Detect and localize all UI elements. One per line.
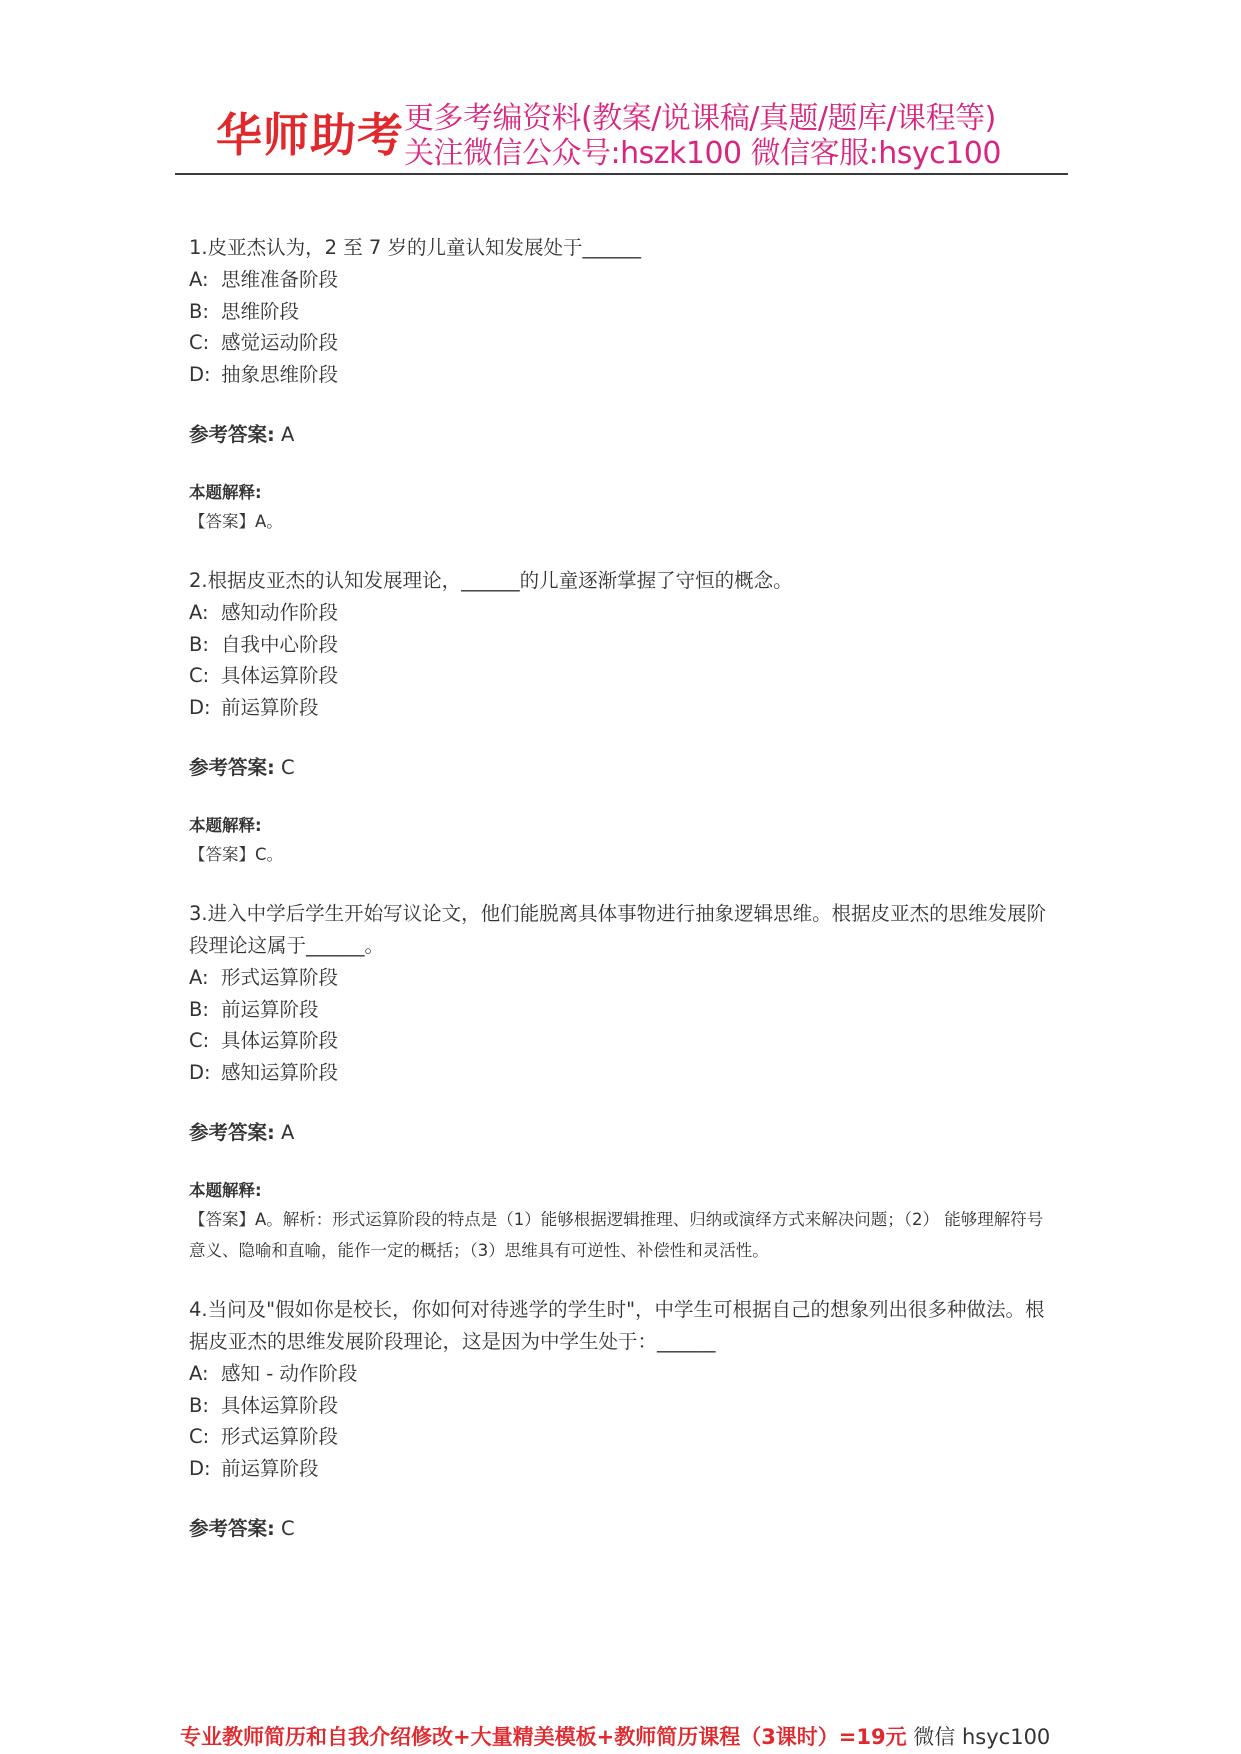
question-text: 1.皮亚杰认为，2 至 7 岁的儿童认知发展处于______ <box>189 236 642 259</box>
wechat-contact: 微信 hsyc100 <box>913 1725 1051 1749</box>
option-b: B: 具体运算阶段 <box>189 1393 339 1417</box>
header-banner <box>178 95 1078 175</box>
footer-promo <box>180 1723 1050 1751</box>
option-d: D: 抽象思维阶段 <box>189 362 339 386</box>
header-divider <box>175 173 1068 175</box>
question-4 <box>189 1294 1049 1544</box>
tagline-line-2: 关注微信公众号:hszk100 微信客服:hsyc100 <box>404 136 1001 171</box>
option-b: B: 思维阶段 <box>189 299 300 323</box>
question-list <box>189 232 1049 1544</box>
answer-value: A <box>281 1121 295 1144</box>
option-b: B: 前运算阶段 <box>189 997 319 1021</box>
explain-title: 本题解释: <box>189 816 262 835</box>
question-text: 4.当问及"假如你是校长，你如何对待逃学的学生时"，中学生可根据自己的想象列出很多种做法。根据皮亚杰的思维发展阶段理论，这是因为中学生处于：______ <box>189 1298 1045 1353</box>
header-tagline <box>404 101 1001 171</box>
option-a: A: 形式运算阶段 <box>189 966 339 989</box>
explain-title: 本题解释: <box>189 1181 262 1200</box>
question-text: 3.进入中学后学生开始写议论文，他们能脱离具体事物进行抽象逻辑思维。根据皮亚杰的思维发展阶段理论这属于______。 <box>189 902 1047 957</box>
answer-line: 参考答案: A <box>189 423 295 446</box>
tagline-line-1: 更多考编资料(教案/说课稿/真题/题库/课程等) <box>404 101 996 136</box>
option-b: B: 自我中心阶段 <box>189 632 339 656</box>
explain-body: 【答案】A。 <box>189 512 283 531</box>
question-text: 2.根据皮亚杰的认知发展理论，______的儿童逐渐掌握了守恒的概念。 <box>189 569 793 592</box>
answer-line: 参考答案: C <box>189 756 295 779</box>
option-a: A: 感知 - 动作阶段 <box>189 1362 358 1385</box>
promo-text: 专业教师简历和自我介绍修改+大量精美模板+教师简历课程（3课时）=19元 <box>180 1725 907 1749</box>
question-1 <box>189 232 1049 537</box>
option-c: C: 具体运算阶段 <box>189 664 339 687</box>
explain-title: 本题解释: <box>189 483 262 502</box>
option-a: A: 思维准备阶段 <box>189 268 339 291</box>
option-d: D: 前运算阶段 <box>189 1456 319 1480</box>
option-d: D: 感知运算阶段 <box>189 1060 339 1084</box>
answer-line: 参考答案: A <box>189 1121 295 1144</box>
explain-body: 【答案】C。 <box>189 845 284 864</box>
answer-value: A <box>281 423 295 446</box>
option-c: C: 具体运算阶段 <box>189 1029 339 1052</box>
option-a: A: 感知动作阶段 <box>189 601 339 624</box>
answer-value: C <box>281 756 295 779</box>
option-d: D: 前运算阶段 <box>189 695 319 719</box>
option-c: C: 感觉运动阶段 <box>189 331 339 354</box>
option-c: C: 形式运算阶段 <box>189 1425 339 1448</box>
question-2 <box>189 565 1049 870</box>
answer-line: 参考答案: C <box>189 1517 295 1540</box>
question-3 <box>189 898 1049 1266</box>
brand-logo: 华师助考 <box>216 108 404 162</box>
answer-value: C <box>281 1517 295 1540</box>
explain-body: 【答案】A。解析：形式运算阶段的特点是（1）能够根据逻辑推理、归纳或演绎方式来解决问题；（2） 能够理解符号意义、隐喻和直喻，能作一定的概括；（3）思维具有可逆性、补偿性和灵活性。 <box>189 1210 1044 1260</box>
